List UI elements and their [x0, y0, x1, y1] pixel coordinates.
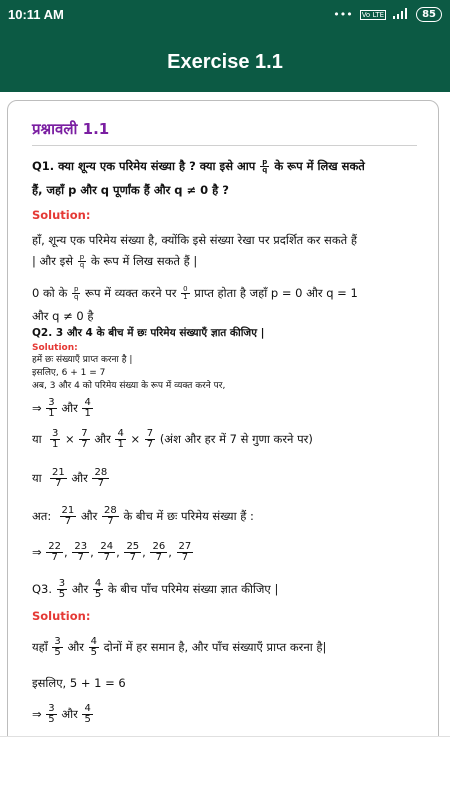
- q3-line-3: ⇒ $\frac{3}{5}$ और $\frac{4}{5}$: [32, 703, 91, 725]
- q1-line-2: हैं, जहाँ p और q पूर्णांक हैं और q ≠ 0 है ?: [32, 183, 229, 197]
- q1-line-1: Q1. क्या शून्य एक परिमेय संख्या है ? क्या इसे आप $\frac{p}{q}$ के रूप में लिख सकते: [32, 158, 365, 174]
- volte-badge: Vo LTE: [361, 10, 385, 19]
- status-icons: [333, 7, 442, 22]
- sol1-line-2: | और इसे $\frac{p}{q}$ के रूप में लिख सकते हैं |: [32, 253, 198, 269]
- heading-divider: [32, 145, 417, 146]
- battery-indicator: 85: [416, 7, 442, 22]
- sol1-line-4: और q ≠ 0 है: [32, 309, 94, 323]
- navigation-bar: [0, 736, 450, 801]
- solution-label: Solution:: [32, 208, 91, 222]
- app-bar: [0, 30, 450, 92]
- q2-question: Q2. 3 और 4 के बीच में छः परिमेय संख्याएँ ज्ञात कीजिए |: [32, 327, 265, 339]
- sol1-line-3: 0 को के $\frac{p}{q}$ रूप में व्यक्त करने पर $\frac{0}{1}$ प्राप्त होता है जहाँ p = 0 और q = 1: [32, 285, 358, 301]
- q3-solution-label: Solution:: [32, 609, 91, 623]
- q3-line-1: यहाँ $\frac{3}{5}$ और $\frac{4}{5}$ दोनों में हर समान है, और पाँच संख्याएँ प्राप्त करना है|: [32, 636, 327, 658]
- q1-frac-pq: $\frac{p}{q}$: [262, 158, 268, 174]
- notification-dots-icon: •••: [333, 8, 353, 21]
- q2-step-1: ⇒ $\frac{3}{1}$ और $\frac{4}{1}$: [32, 397, 91, 419]
- sol1-line-1: हाँ, शून्य एक परिमेय संख्या है, क्योंकि इसे संख्या रेखा पर प्रदर्शित कर सकते हैं: [32, 233, 357, 247]
- q2-solution-label: Solution:: [32, 343, 78, 353]
- exercise-card: [7, 100, 439, 800]
- q2-line-2: इसलिए, 6 + 1 = 7: [32, 368, 106, 378]
- q2-step-3: या $\frac{21}{7}$ और $\frac{28}{7}$: [32, 467, 108, 489]
- page-title: Exercise 1.1: [167, 51, 283, 73]
- status-time: 10:11 AM: [8, 7, 64, 22]
- q2-line-3: अब, 3 और 4 को परिमेय संख्या के रूप में व्यक्त करने पर,: [32, 381, 226, 391]
- signal-icon: [393, 8, 409, 22]
- q2-step-4: अत: $\frac{21}{7}$ और $\frac{28}{7}$ के बीच में छः परिमेय संख्या हैं :: [32, 505, 254, 527]
- q2-answers: ⇒ $\frac{22}{7}$ , $\frac{23}{7}$ , $\frac{24}{7}$ , $\frac{25}{7}$ , $\frac{26}{7}$ , $\frac{27}{7}$: [32, 541, 192, 563]
- content-scroll[interactable]: [0, 92, 450, 736]
- status-bar: [0, 0, 450, 30]
- q3-line-2: इसलिए, 5 + 1 = 6: [32, 676, 126, 690]
- q2-line-1: हमें छः संख्याएँ प्राप्त करना है |: [32, 355, 133, 365]
- card-heading: प्रश्नावली 1.1: [32, 120, 110, 138]
- q2-step-2: या $\frac{3}{1}$ × $\frac{7}{7}$ और $\frac{4}{1}$ × $\frac{7}{7}$ (अंश और हर में 7 से गुणा करने पर): [32, 428, 313, 450]
- q3-question: Q3. $\frac{3}{5}$ और $\frac{4}{5}$ के बीच पाँच परिमेय संख्या ज्ञात कीजिए |: [32, 578, 279, 600]
